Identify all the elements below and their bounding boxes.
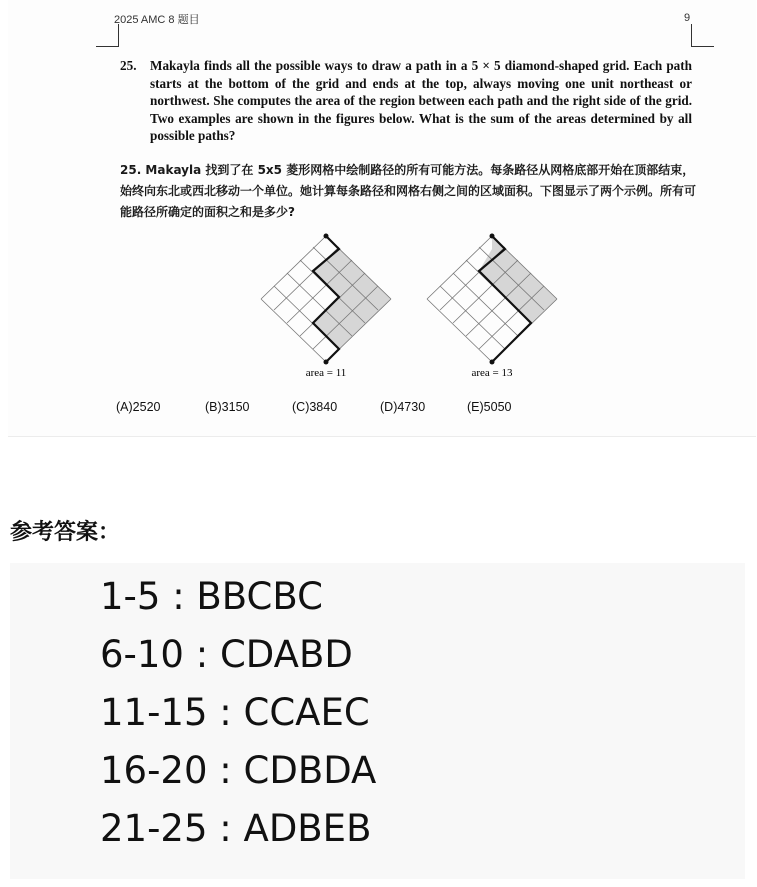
figure-2-caption: area = 13 — [471, 367, 513, 379]
crop-mark-left — [96, 24, 119, 47]
figure-1-caption: area = 11 — [305, 367, 347, 379]
figure-2-top-dot — [490, 234, 495, 239]
answer-line-6-10: 6-10 : CDABD — [100, 633, 353, 676]
figure-1-shaded-region — [313, 236, 391, 362]
question-chinese: 25. Makayla 找到了在 5x5 菱形网格中绘制路径的所有可能方法。每条路径从网格底部开始在顶部结束，始终向东北或西北移动一个单位。她计算每条路径和网格右侧之间的区域面积。下图显示了两个示例。所有可能路径所确定的面积之和是多少? — [120, 163, 697, 219]
figure-2 — [427, 234, 557, 365]
choice-c: (C)3840 — [292, 400, 338, 414]
figure-1 — [261, 234, 391, 365]
figure-2-shaded-region — [479, 236, 557, 362]
figure-1-bottom-dot — [324, 360, 329, 365]
question-english-text: Makayla finds all the possible ways to draw a path in a 5 × 5 diamond-shaped grid. Each path starts at the bottom of the grid and ends at the top, always moving one unit northeast or northwest. She computes the area of the region between each path and the right side of the grid. Two examples are shown in the figures below. What is the sum of the areas determined by all possible paths? — [150, 58, 692, 144]
answer-key-panel — [10, 563, 745, 879]
answer-line-1-5: 1-5 : BBCBC — [100, 575, 323, 618]
page-number: 9 — [684, 12, 691, 24]
answer-line-16-20: 16-20 : CDBDA — [100, 749, 377, 792]
choice-d: (D)4730 — [380, 400, 426, 414]
exam-page-scan — [8, 0, 756, 437]
answer-line-11-15: 11-15 : CCAEC — [100, 691, 370, 734]
choice-a: (A)2520 — [116, 400, 161, 414]
choice-b: (B)3150 — [205, 400, 250, 414]
header-title: 2025 AMC 8 题目 — [114, 14, 200, 26]
question-number: 25. — [120, 58, 137, 73]
figure-2-bottom-dot — [490, 360, 495, 365]
question-english — [120, 57, 692, 145]
answer-line-21-25: 21-25 : ADBEB — [100, 807, 372, 850]
figures — [256, 228, 566, 388]
answer-key-title: 参考答案： — [10, 519, 121, 545]
choice-e: (E)5050 — [467, 400, 512, 414]
crop-mark-right — [691, 24, 714, 47]
figure-1-top-dot — [324, 234, 329, 239]
